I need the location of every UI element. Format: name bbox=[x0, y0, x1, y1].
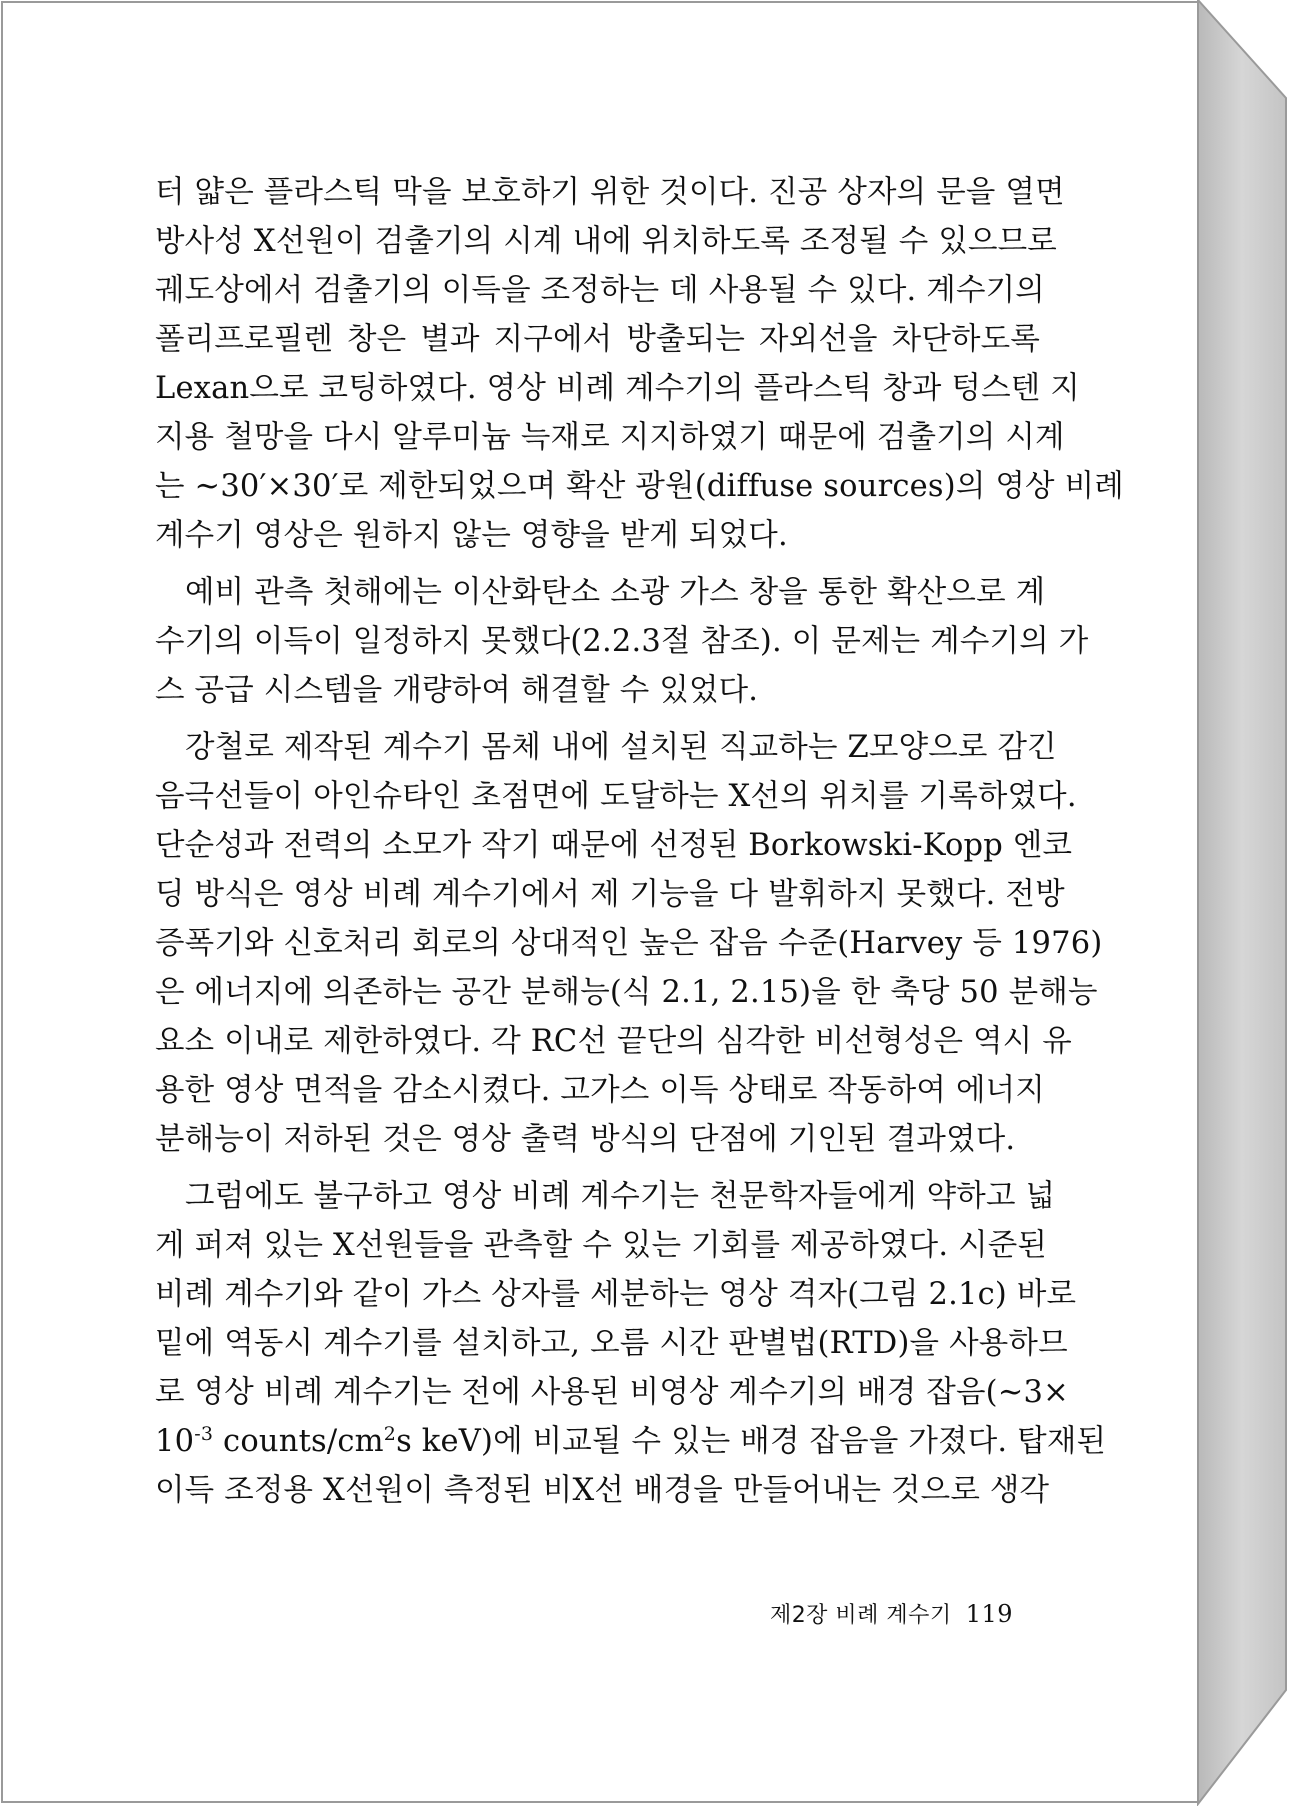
text-line: 계수기 영상은 원하지 않는 영향을 받게 되었다. bbox=[155, 518, 788, 553]
text-line: 단순성과 전력의 소모가 작기 때문에 선정된 Borkowski-Kopp 엔코 bbox=[155, 828, 1073, 863]
text-line: 게 퍼져 있는 X선원들을 관측할 수 있는 기회를 제공하였다. 시준된 bbox=[155, 1228, 1048, 1263]
superscript-exponent: -3 bbox=[194, 1423, 214, 1445]
text-line: 비례 계수기와 같이 가스 상자를 세분하는 영상 격자(그림 2.1c) 바로 bbox=[155, 1277, 1077, 1312]
text-line: 폴리프로필렌 창은 별과 지구에서 방출되는 자외선을 차단하도록 bbox=[155, 322, 1040, 357]
text-line-with-superscript bbox=[155, 1417, 1107, 1466]
text-line: 요소 이내로 제한하였다. 각 RC선 끝단의 심각한 비선형성은 역시 유 bbox=[155, 1024, 1072, 1059]
text-line: 는 ~30′×30′로 제한되었으며 확산 광원(diffuse sources)의 영상 비례 bbox=[155, 469, 1124, 504]
paragraph-1 bbox=[155, 168, 1124, 560]
text-line: 수기의 이득이 일정하지 못했다(2.2.3절 참조). 이 문제는 계수기의 가 bbox=[155, 624, 1089, 659]
paragraph-2 bbox=[155, 568, 1089, 715]
body-text bbox=[155, 168, 1124, 1515]
text-line: 밑에 역동시 계수기를 설치하고, 오름 시간 판별법(RTD)을 사용하므 bbox=[155, 1326, 1068, 1361]
text-line: 스 공급 시스템을 개량하여 해결할 수 있었다. bbox=[155, 673, 759, 708]
text-line: 증폭기와 신호처리 회로의 상대적인 높은 잡음 수준(Harvey 등 1976) bbox=[155, 926, 1103, 961]
paragraph-3 bbox=[155, 723, 1103, 1164]
text-line: 지용 철망을 다시 알루미늄 늑재로 지지하였기 때문에 검출기의 시계 bbox=[155, 420, 1065, 455]
text-line: 강철로 제작된 계수기 몸체 내에 설치된 직교하는 Z모양으로 감긴 bbox=[185, 730, 1057, 765]
book-thickness-shape bbox=[1198, 0, 1292, 1806]
text-line: 분해능이 저하된 것은 영상 출력 방식의 단점에 기인된 결과였다. bbox=[155, 1122, 1016, 1157]
line-rest: s keV)에 비교될 수 있는 배경 잡음을 가졌다. 탑재된 bbox=[396, 1424, 1107, 1459]
sup-base: 10 bbox=[155, 1424, 195, 1459]
page-footer bbox=[770, 1598, 1013, 1629]
unit-text: counts/cm bbox=[213, 1424, 384, 1459]
text-line: 딩 방식은 영상 비례 계수기에서 제 기능을 다 발휘하지 못했다. 전방 bbox=[155, 877, 1065, 912]
text-line: 예비 관측 첫해에는 이산화탄소 소광 가스 창을 통한 확산으로 계 bbox=[185, 575, 1046, 610]
running-chapter-title: 제2장 비례 계수기 bbox=[769, 1603, 952, 1628]
text-line: 음극선들이 아인슈타인 초점면에 도달하는 X선의 위치를 기록하였다. bbox=[155, 779, 1077, 814]
text-line: 은 에너지에 의존하는 공간 분해능(식 2.1, 2.15)을 한 축당 50 분해능 bbox=[155, 975, 1098, 1010]
text-line: 로 영상 비례 계수기는 전에 사용된 비영상 계수기의 배경 잡음(~3× bbox=[155, 1375, 1069, 1410]
text-line: 방사성 X선원이 검출기의 시계 내에 위치하도록 조정될 수 있으므로 bbox=[155, 224, 1057, 259]
text-line: 용한 영상 면적을 감소시켰다. 고가스 이득 상태로 작동하여 에너지 bbox=[155, 1073, 1045, 1108]
text-line: 이득 조정용 X선원이 측정된 비X선 배경을 만들어내는 것으로 생각 bbox=[155, 1473, 1050, 1508]
text-line: 터 얇은 플라스틱 막을 보호하기 위한 것이다. 진공 상자의 문을 열면 bbox=[155, 175, 1065, 210]
text-line: 궤도상에서 검출기의 이득을 조정하는 데 사용될 수 있다. 계수기의 bbox=[155, 273, 1045, 308]
page-number: 119 bbox=[965, 1600, 1013, 1628]
superscript-square: 2 bbox=[383, 1423, 397, 1445]
paragraph-4 bbox=[155, 1172, 1107, 1515]
text-line: 그럼에도 불구하고 영상 비례 계수기는 천문학자들에게 약하고 넓 bbox=[185, 1179, 1056, 1214]
text-line: Lexan으로 코팅하였다. 영상 비례 계수기의 플라스틱 창과 텅스텐 지 bbox=[155, 371, 1080, 406]
